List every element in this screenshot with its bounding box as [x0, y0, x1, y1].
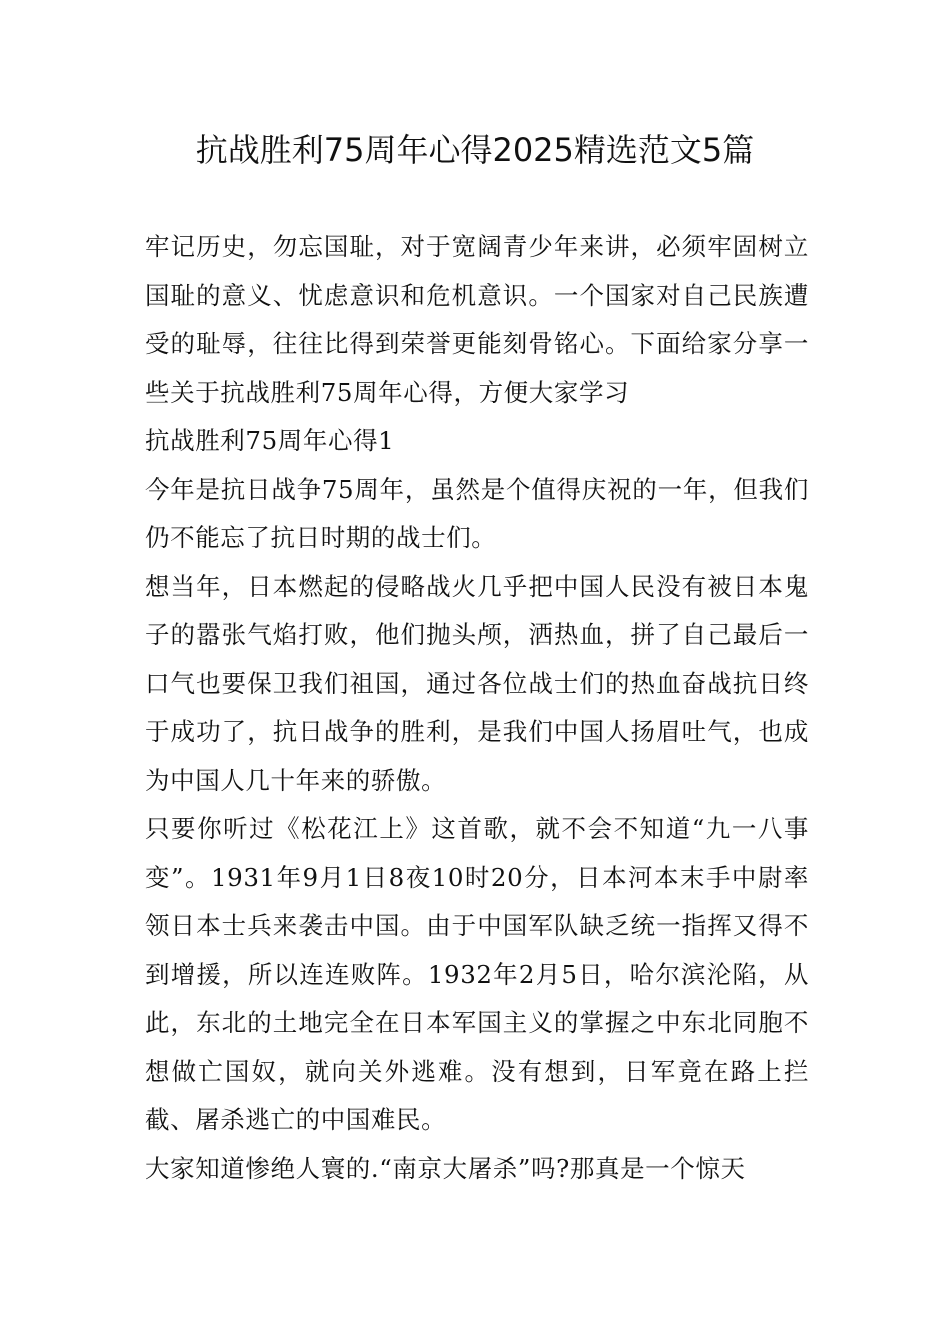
body-paragraph: 想当年，日本燃起的侵略战火几乎把中国人民没有被日本鬼子的嚣张气焰打败，他们抛头颅，洒热血，拼了自己最后一口气也要保卫我们祖国，通过各位战士们的热血奋战抗日终于成功了，抗日战争的胜利，是我们中国人扬眉吐气，也成为中国人几十年来的骄傲。 — [145, 571, 809, 795]
document-title: 抗战胜利75周年心得2025精选范文5篇 — [195, 131, 755, 169]
document-body — [145, 223, 809, 1193]
section-heading: 抗战胜利75周年心得1 — [145, 426, 395, 455]
body-paragraph: 今年是抗日战争75周年，虽然是个值得庆祝的一年，但我们仍不能忘了抗日时期的战士们。 — [145, 474, 809, 552]
body-paragraph: 只要你听过《松花江上》这首歌，就不会不知道“九一八事变”。1931年9月1日8夜10时20分，日本河本末手中尉率领日本士兵来袭击中国。由于中国军队缺乏统一指挥又得不到增援，所以连连败阵。1932年2月5日，哈尔滨沦陷，从此，东北的土地完全在日本军国主义的掌握之中东北同胞不想做亡国奴，就向关外逃难。没有想到，日军竟在路上拦截、屠杀逃亡的中国难民。 — [145, 814, 809, 1134]
body-paragraph: 大家知道惨绝人寰的.“南京大屠杀”吗?那真是一个惊天 — [145, 1153, 746, 1183]
intro-paragraph: 牢记历史，勿忘国耻，对于宽阔青少年来讲，必须牢固树立国耻的意义、忧虑意识和危机意识。一个国家对自己民族遭受的耻辱，往往比得到荣誉更能刻骨铭心。下面给家分享一些关于抗战胜利75周年心得，方便大家学习 — [145, 232, 809, 407]
